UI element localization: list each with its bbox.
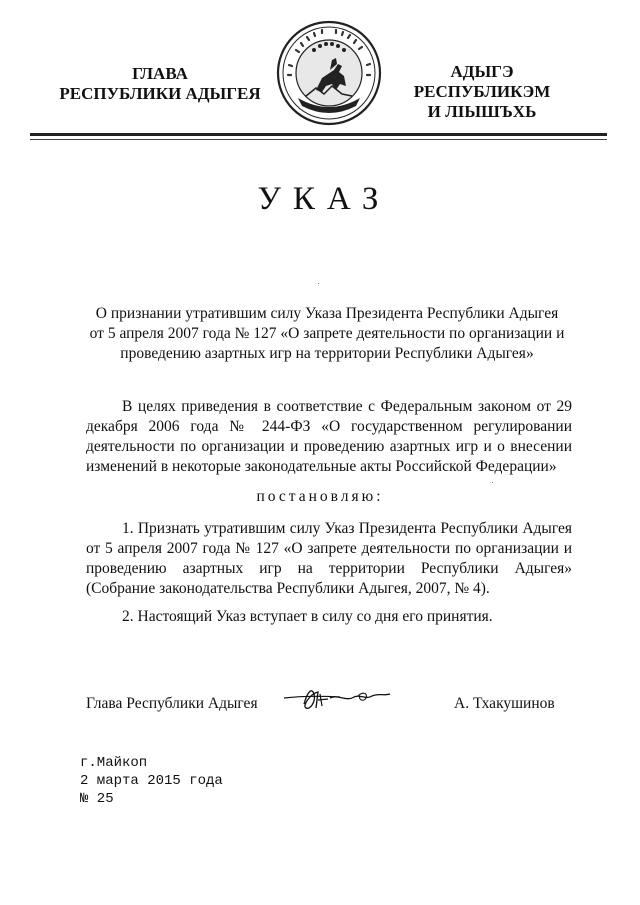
document-subject [60, 304, 594, 364]
issuer-adyghe-line-2: И ЛІЫШЪХЬ [427, 102, 537, 121]
issuer-line-2: РЕСПУБЛИКИ АДЫГЕЯ [59, 84, 261, 103]
signatory-role: Глава Республики Адыгея [86, 695, 258, 712]
scan-speck [492, 482, 493, 483]
date-of-signing: 2 марта 2015 года [80, 773, 223, 789]
document-title: УКАЗ [257, 181, 391, 217]
place-of-signing: г.Майкоп [80, 755, 148, 771]
coat-of-arms-icon [276, 20, 382, 126]
subject-line-3: проведению азартных игр на территории Республики Адыгея» [120, 345, 534, 362]
decree-item-2: 2. Настоящий Указ вступает в силу со дня его принятия. [122, 608, 493, 625]
header-rule-thick [30, 133, 607, 136]
signatory-name: А. Тхакушинов [454, 695, 555, 712]
issuer-title-adyghe [384, 62, 580, 122]
header-rule-thin [30, 139, 607, 140]
issuer-title-russian [40, 64, 280, 104]
preamble-paragraph: В целях приведения в соответствие с Федеральным законом от 29 декабря 2006 года № 244-ФЗ «О государственном регулировании деятельности по организации и проведению азартных игр и о внесении изменений в некоторые законодательные акты Российской Федерации» [86, 398, 572, 475]
subject-line-1: О признании утратившим силу Указа Президента Республики Адыгея [95, 305, 559, 322]
scan-speck [318, 283, 319, 284]
handwritten-signature-icon [282, 684, 394, 718]
issuer-adyghe-line-1: АДЫГЭ РЕСПУБЛИКЭМ [413, 62, 551, 101]
document-number: № 25 [80, 791, 114, 807]
subject-line-2: от 5 апреля 2007 года № 127 «О запрете деятельности по организации и [89, 325, 565, 342]
decree-item-1: 1. Признать утратившим силу Указ Президента Республики Адыгея от 5 апреля 2007 года № 127 «О запрете деятельности по организации и проведению азартных игр на территории Республики Адыгея» (Собрание законодательства Республики Адыгея, 2007, № 4). [86, 520, 572, 597]
decree-word: постановляю: [256, 488, 384, 505]
issuer-line-1: ГЛАВА [132, 64, 188, 83]
